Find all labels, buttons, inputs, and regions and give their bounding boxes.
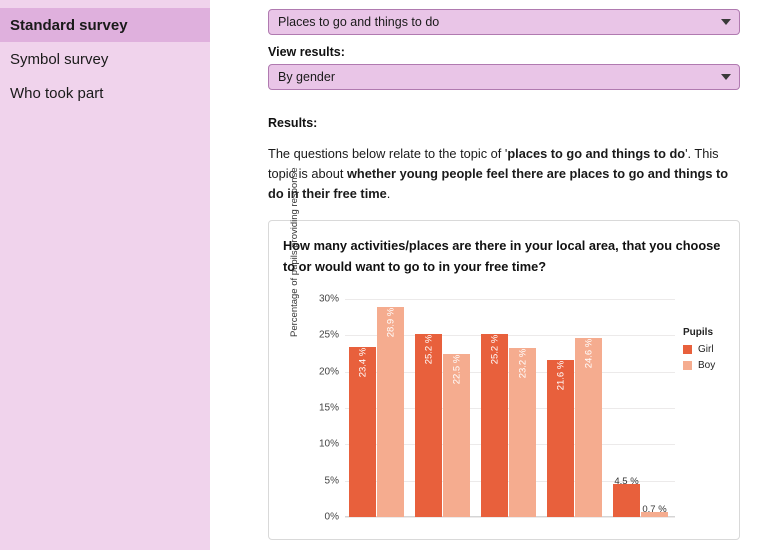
sidebar <box>0 0 210 550</box>
bar-girl[interactable] <box>547 360 574 517</box>
bar-value-label: 21.6 % <box>555 360 566 391</box>
view-results-label: View results: <box>268 45 345 59</box>
y-tick-label: 0% <box>324 511 339 523</box>
bar-girl[interactable] <box>613 476 640 517</box>
bar-boy[interactable] <box>575 338 602 517</box>
intro-part-1: The questions below relate to the topic of ' <box>268 146 508 161</box>
intro-about-bold: whether young people feel there are places to go and things to do in their free time <box>268 166 729 201</box>
chart-legend <box>683 327 715 376</box>
legend-swatch-girl <box>683 345 692 354</box>
chart-plot-area <box>318 293 675 523</box>
bar-girl[interactable] <box>349 347 376 517</box>
legend-item-boy <box>683 360 715 371</box>
chevron-down-icon <box>721 19 731 25</box>
bar-value-label: 25.2 % <box>489 334 500 365</box>
sidebar-item-standard-survey[interactable] <box>0 8 210 42</box>
chevron-down-icon <box>721 74 731 80</box>
bar-value-label: 25.2 % <box>423 334 434 365</box>
main-content <box>210 0 782 550</box>
intro-part-2: '. This topic is about <box>268 146 719 181</box>
y-tick-label: 15% <box>318 402 339 414</box>
legend-item-girl <box>683 344 715 355</box>
sidebar-item-label: Standard survey <box>10 16 128 34</box>
y-tick-label: 20% <box>318 366 339 378</box>
legend-label-boy: Boy <box>698 360 716 371</box>
bar-group <box>349 299 407 517</box>
y-tick-label: 10% <box>318 438 339 450</box>
y-axis-title: Percentage of pupils providing response <box>289 167 300 337</box>
topic-select-value: Places to go and things to do <box>278 15 440 29</box>
bar-group <box>613 299 671 517</box>
chart-title: How many activities/places are there in your local area, that you choose to or would want to go to in your free time? <box>283 238 721 274</box>
intro-part-3: . <box>386 186 391 201</box>
legend-label-girl: Girl <box>698 344 714 355</box>
y-tick-label: 25% <box>318 329 339 341</box>
bar-value-label: 0.7 % <box>642 503 667 515</box>
intro-paragraph <box>268 144 742 204</box>
bar-boy[interactable] <box>377 307 404 517</box>
sidebar-item-label: Who took part <box>10 84 104 102</box>
sidebar-item-symbol-survey[interactable] <box>0 42 210 76</box>
y-tick-label: 30% <box>318 293 339 305</box>
intro-topic-bold: places to go and things to do <box>507 146 686 161</box>
bar-value-label: 4.5 % <box>614 476 639 488</box>
results-label: Results: <box>268 116 318 130</box>
bar-boy[interactable] <box>443 354 470 518</box>
legend-swatch-boy <box>683 361 692 370</box>
bar-value-label: 22.5 % <box>451 354 462 384</box>
bar-group <box>547 299 605 517</box>
bar-value-label: 23.2 % <box>517 349 528 379</box>
bar-girl[interactable] <box>415 334 442 517</box>
bar-group <box>481 299 539 517</box>
bar-boy[interactable] <box>509 348 536 517</box>
legend-title: Pupils <box>683 327 714 338</box>
bar-group <box>415 299 473 517</box>
view-results-select-value: By gender <box>278 70 335 84</box>
sidebar-item-label: Symbol survey <box>10 50 109 68</box>
sidebar-item-who-took-part[interactable] <box>0 76 210 110</box>
view-results-select[interactable] <box>268 64 740 90</box>
y-tick-label: 5% <box>324 475 339 487</box>
bar-boy[interactable] <box>641 503 668 517</box>
gridline <box>345 517 675 518</box>
topic-select[interactable] <box>268 9 740 35</box>
bar-value-label: 24.6 % <box>583 338 594 369</box>
bar-value-label: 28.9 % <box>385 307 396 338</box>
bar-girl[interactable] <box>481 334 508 517</box>
bar-value-label: 23.4 % <box>357 347 368 378</box>
